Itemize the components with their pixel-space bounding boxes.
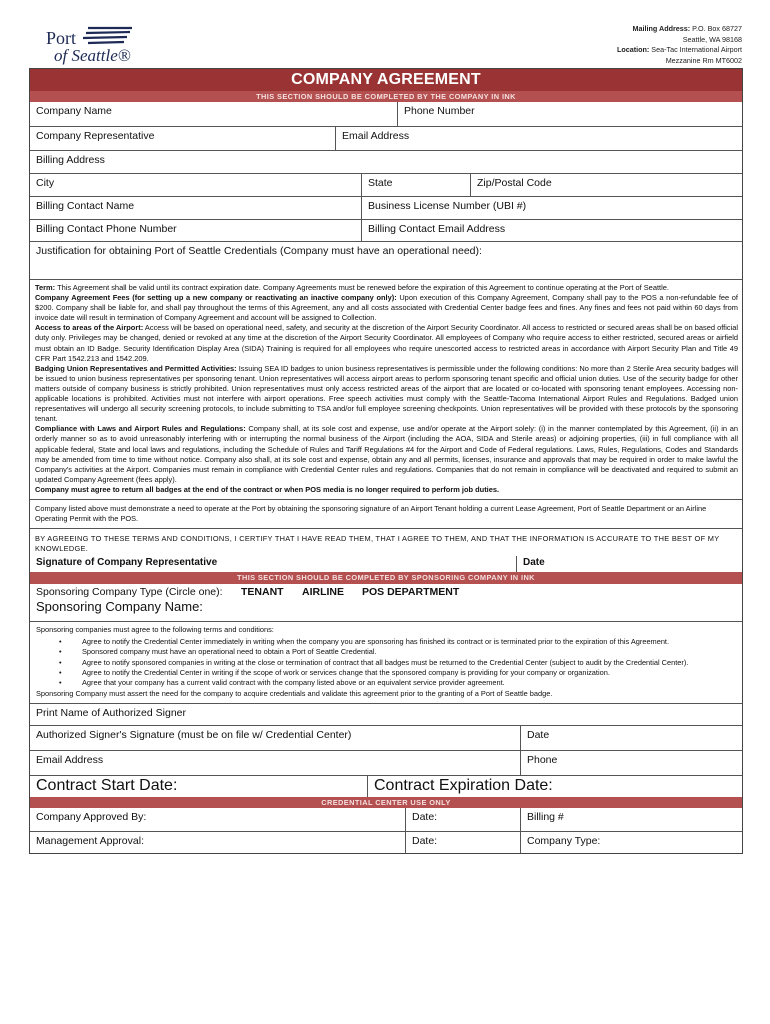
credential-center-banner: CREDENTIAL CENTER USE ONLY — [30, 797, 742, 808]
billing-number-field[interactable]: Billing # — [520, 808, 742, 831]
approval-date-field[interactable]: Date: — [405, 808, 520, 831]
mailing-city: Seattle, WA 98168 — [682, 34, 742, 44]
type-airline-option[interactable]: AIRLINE — [302, 585, 344, 598]
list-item: • Agree to notify sponsored companies in writing at the close or termination of contract that all badges must be returned to the Credential Center (subject to audit by the Credential Center). — [36, 658, 736, 668]
return-badges-text: Company must agree to return all badges at the end of the contract or when POS media is no longer required to perform job duties. — [35, 484, 500, 494]
billing-contact-email-field[interactable]: Billing Contact Email Address — [361, 220, 742, 241]
email-address-field[interactable]: Email Address — [335, 127, 742, 150]
print-name-field[interactable]: Print Name of Authorized Signer — [36, 707, 186, 720]
authorized-signature-field[interactable]: Authorized Signer's Signature (must be on file w/ Credential Center) — [36, 729, 352, 742]
term-heading: Term: — [35, 283, 56, 292]
city-field[interactable]: City — [36, 177, 55, 189]
sponsor-email-field[interactable]: Email Address — [36, 754, 104, 767]
sponsor-terms — [30, 621, 742, 703]
management-date-field[interactable]: Date: — [405, 832, 520, 853]
sponsor-type-label: Sponsoring Company Type (Circle one): — [36, 585, 223, 598]
justification-field[interactable]: Justification for obtaining Port of Seattle Credentials (Company must have an operational need): — [36, 245, 482, 257]
badging-heading: Badging Union Representatives and Permitted Activities: — [35, 363, 237, 373]
sponsor-terms-intro: Sponsoring companies must agree to the following terms and conditions: — [36, 624, 274, 634]
billing-contact-name-field[interactable]: Billing Contact Name — [36, 200, 135, 212]
badging-text: Issuing SEA ID badges to union business representatives is permissible under the following conditions: No more than 2 Sterile Area security badges will be issued to union business representatives per sponsoring tenant. Union representatives will access airport areas to perform sponsoring tenant specific and official union duties. Use of the security badge for other matters outside of company business is strictly prohibited. Union representatives must only access restricted areas of the airport that are located or co-located with sponsoring tenant employees. Accessing non-applicable locations is prohibited. Activities must not interfere with airport operations. Free speech activities must comply with the Seattle-Tacoma International Airport Rules and Regulations. Badged union representatives will undergo all security screening protocols, to include submitting to TSA and/or full employee screening checkpoints. Union representatives will be provided with these protocols by the sponsoring tenant. — [35, 363, 738, 424]
location-value: Sea-Tac International Airport — [651, 45, 742, 54]
term-text: This Agreement shall be valid until its contract expiration date. Company Agreements must be renewed before the expiration of this Agreement to continue operating at the Port of Seattle. — [57, 283, 669, 292]
management-approval-field[interactable]: Management Approval: — [36, 835, 144, 848]
company-section-banner: THIS SECTION SHOULD BE COMPLETED BY THE COMPANY IN INK — [30, 91, 742, 102]
location-room: Mezzanine Rm MT6002 — [665, 55, 742, 65]
list-item: • Agree that your company has a current valid contract with the company listed above or an equivalent service provider agreement. — [36, 678, 736, 688]
sponsorship-note: Company listed above must demonstrate a need to operate at the Port by obtaining the sponsoring signature of an Airport Tenant holding a current Lease Agreement, Port of Seattle Department or an Airline Operating Permit with the POS. — [30, 499, 742, 528]
state-field[interactable]: State — [361, 174, 470, 196]
phone-number-field[interactable]: Phone Number — [397, 102, 742, 126]
company-approved-by-field[interactable]: Company Approved By: — [36, 811, 147, 824]
contract-expiration-date-field[interactable]: Contract Expiration Date: — [367, 776, 742, 797]
zip-code-field[interactable]: Zip/Postal Code — [470, 174, 742, 196]
list-item: • Agree to notify the Credential Center in writing if the scope of work or services change that the sponsored company is providing for your company or organization. — [36, 668, 736, 678]
type-tenant-option[interactable]: TENANT — [241, 585, 284, 598]
company-signature-field[interactable]: Signature of Company Representative — [36, 556, 218, 568]
compliance-heading: Compliance with Laws and Airport Rules and Regulations: — [35, 424, 246, 434]
logo-seattle-text: of Seattle® — [54, 46, 131, 65]
sponsor-company-name-field[interactable]: Sponsoring Company Name: — [36, 598, 203, 614]
sponsor-date-field[interactable]: Date — [520, 726, 742, 750]
certification-statement: BY AGREEING TO THESE TERMS AND CONDITIONS, I CERTIFY THAT I HAVE READ THEM, THAT I AGREE TO THEM, AND THAT THE INFORMATION IS ACCURATE TO THE BEST OF MY KNOWLEDGE. — [30, 528, 742, 556]
list-item: • Agree to notify the Credential Center immediately in writing when the company you are sponsoring has finished its contract or is terminated prior to the expiration of this Agreement. — [36, 637, 736, 647]
access-heading: Access to areas of the Airport: — [35, 323, 144, 333]
terms-and-conditions — [30, 279, 742, 499]
company-agreement-form — [29, 68, 743, 854]
billing-address-field[interactable]: Billing Address — [36, 154, 105, 166]
business-license-field[interactable]: Business License Number (UBI #) — [361, 197, 742, 219]
type-pos-department-option[interactable]: POS DEPARTMENT — [362, 585, 460, 598]
form-title: COMPANY AGREEMENT — [30, 69, 742, 91]
sponsor-phone-field[interactable]: Phone — [520, 751, 742, 775]
sponsor-type-row — [36, 586, 736, 598]
sponsor-closing-text: Sponsoring Company must assert the need for the company to acquire credentials and validate this agreement prior to the granting of a Port of Seattle badge. — [36, 689, 553, 699]
compliance-text: Company shall, at its sole cost and expense, use and/or operate at the Airport solely: (i) in the manner contemplated by this Agreement, (ii) in an orderly manner so as to avoid unreasonably interfering with or interrupting the normal business of the Airport (including the AOA, SIDA and Sterile areas) or adjoining properties, (iii) in full compliance with all applicable federal, State and local laws and regulations, including the Schedule of Rules and Tariff Regulations #4 for the Airport and Code of Federal regulations. Laws, Rules, Regulations, Codes and Standards may be amended from time to time without notice. Company also shall, at its sole cost and expense, obtain any and all permits, licenses, insurance and approvals that may be required in order to make lawful the Company's activities at the Airport. Companies must remain in compliance with Credential Center rules and regulations. Companies that do not remain in compliance will be deactivated and required to submit an updated Company Agreement (fees apply). — [35, 424, 738, 484]
sponsor-section-banner: THIS SECTION SHOULD BE COMPLETED BY SPONSORING COMPANY IN INK — [30, 572, 742, 584]
contract-start-date-field[interactable]: Contract Start Date: — [36, 777, 178, 795]
logo-port-text: Port — [46, 28, 77, 48]
location-label: Location: — [616, 45, 650, 54]
list-item: • Sponsored company must have an operational need to obtain a Port of Seattle Credential. — [36, 647, 736, 657]
port-of-seattle-logo — [44, 22, 134, 64]
access-text: Access will be based on operational need, safety, and security at the discretion of the Airport Security Coordinator. All access to restricted or secured areas shall be on based official duty only. Privileges may be changed, denied or revoked at any time at the discretion of the Airport Security Coordinator. All employees of Company who require access to either restricted, secured areas or airfield must obtain an ID Badge. Security Identification Display Area (SIDA) Training is required for all employees who require unescorted access to restricted areas in accordance with Airport Security Plan and Title 49 CFR Part 1542.213 and 1542.209. — [35, 323, 739, 363]
company-name-field[interactable]: Company Name — [36, 105, 112, 117]
mailing-po-box: P.O. Box 68727 — [692, 24, 742, 33]
mailing-label: Mailing Address: — [632, 24, 691, 33]
sponsor-terms-list — [36, 637, 736, 688]
company-representative-field[interactable]: Company Representative — [36, 130, 155, 142]
fees-text: Upon execution of this Company Agreement, Company shall pay to the POS a non-refundable fee of $200. Company shall be liable for, and shall pay throughout the terms of this Agreement, any and all costs associated with Credential Center badge fees and fines. Any fines and fees not paid within 60 days from invoice date will result in termination of Company Agreement and account will be assigned to Collection. — [35, 293, 738, 323]
company-signature-date-field[interactable]: Date — [516, 556, 742, 572]
company-type-field[interactable]: Company Type: — [520, 832, 742, 853]
billing-contact-phone-field[interactable]: Billing Contact Phone Number — [36, 223, 177, 235]
mailing-address-block — [482, 24, 742, 66]
fees-heading: Company Agreement Fees (for setting up a new company or reactivating an inactive company only): — [35, 293, 397, 303]
